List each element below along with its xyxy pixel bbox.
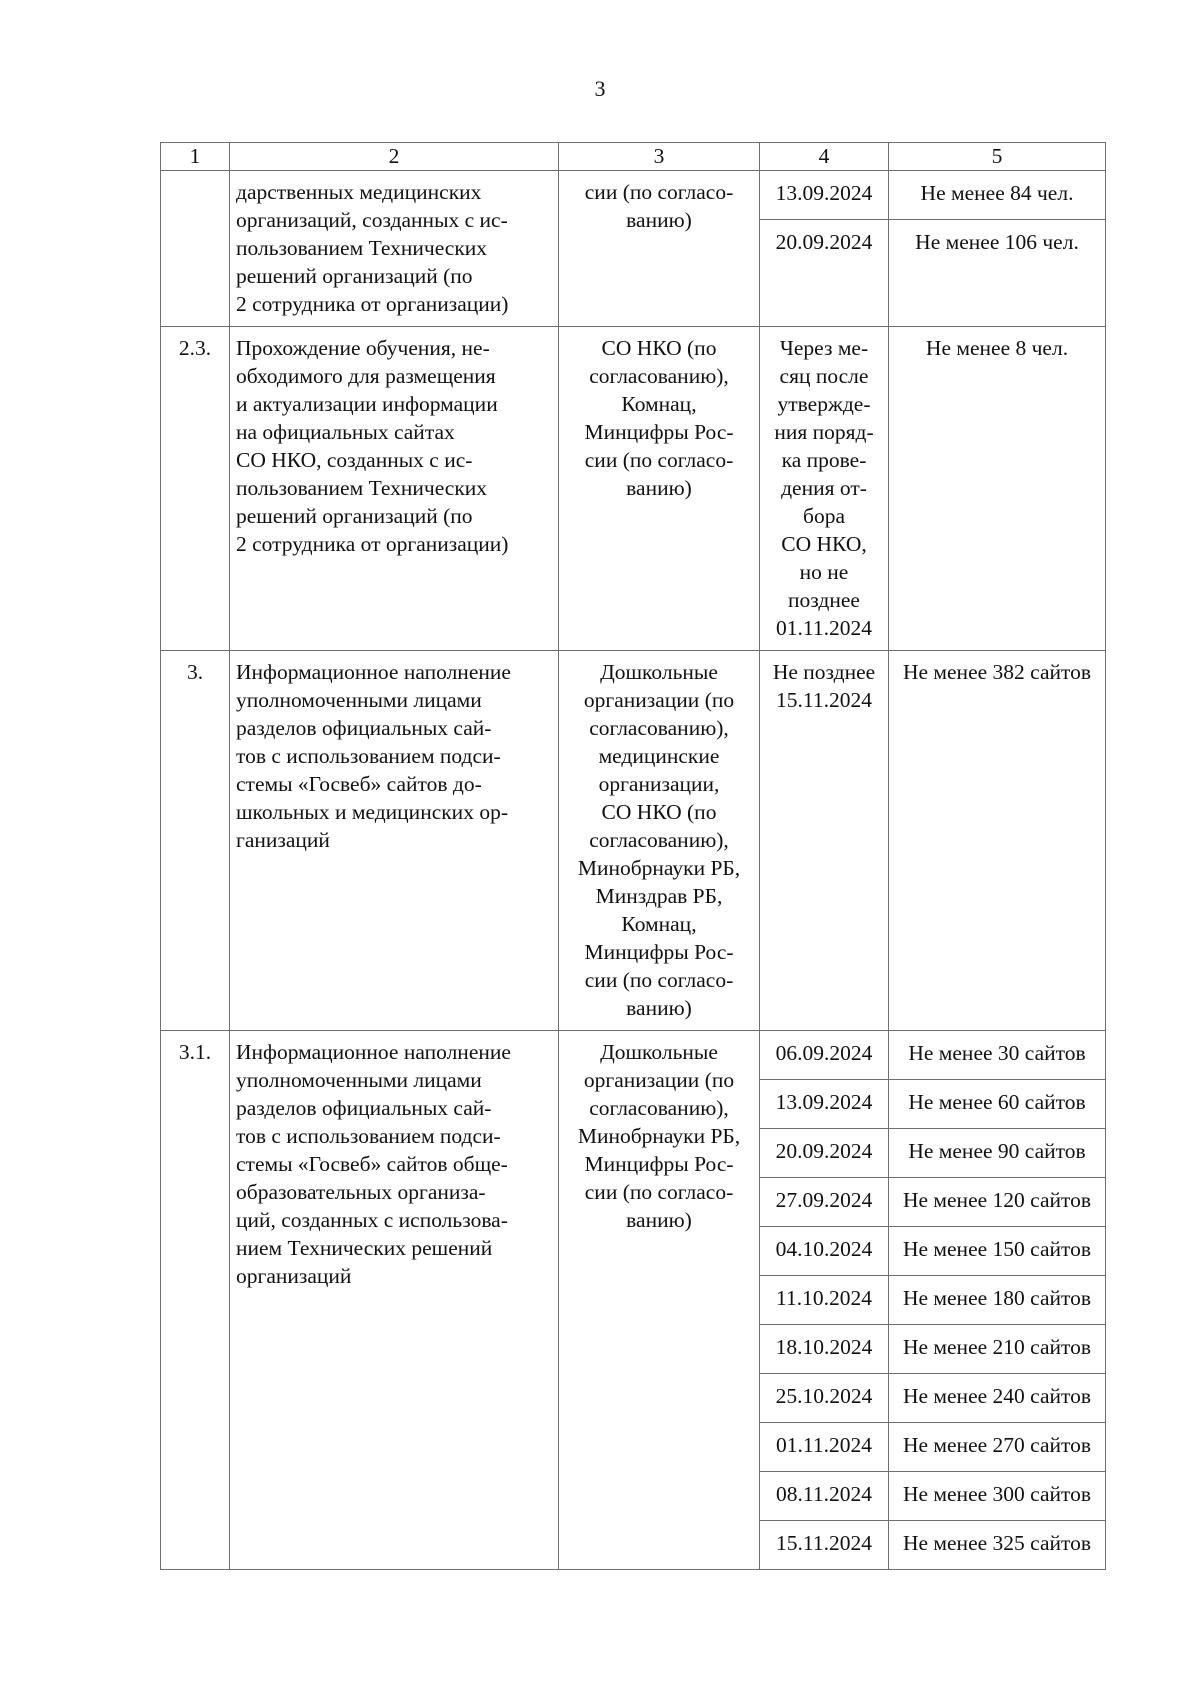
row-activity: Прохождение обучения, не- обходимого для размещения и актуализации информации на официальных сайтах СО НКО, созданных с ис- пользованием Технических решений организаций (по 2 сотрудника от организации) <box>230 327 559 651</box>
row-date: 04.10.2024 <box>760 1227 889 1276</box>
header-cell: 4 <box>760 143 889 171</box>
row-result: Не менее 150 сайтов <box>889 1227 1106 1276</box>
row-date: 08.11.2024 <box>760 1472 889 1521</box>
row-activity: Информационное наполнение уполномоченными лицами разделов официальных сай- тов с использованием подси- стемы «Госвеб» сайтов обще- образовательных организа- ций, созданных с использова- нием Технических решений организаций <box>230 1031 559 1570</box>
row-date: 20.09.2024 <box>760 1129 889 1178</box>
row-date: Не позднее 15.11.2024 <box>760 651 889 1031</box>
row-result: Не менее 30 сайтов <box>889 1031 1106 1080</box>
table-row <box>161 1031 1106 1080</box>
row-number: 3. <box>161 651 230 1031</box>
row-date: 27.09.2024 <box>760 1178 889 1227</box>
header-cell: 5 <box>889 143 1106 171</box>
row-result: Не менее 300 сайтов <box>889 1472 1106 1521</box>
row-result: Не менее 382 сайтов <box>889 651 1106 1031</box>
table-row <box>161 327 1106 651</box>
header-cell: 2 <box>230 143 559 171</box>
row-executor: Дошкольные организации (по согласованию), медицинские организации, СО НКО (по согласованию), Минобрнауки РБ, Минздрав РБ, Комнац, Минцифры Рос- сии (по согласо- ванию) <box>559 651 760 1031</box>
row-executor: Дошкольные организации (по согласованию), Минобрнауки РБ, Минцифры Рос- сии (по согласо- ванию) <box>559 1031 760 1570</box>
plan-table <box>160 142 1106 1570</box>
header-cell: 1 <box>161 143 230 171</box>
table-row <box>161 171 1106 220</box>
row-result: Не менее 106 чел. <box>889 220 1106 327</box>
row-date: 20.09.2024 <box>760 220 889 327</box>
row-date: 18.10.2024 <box>760 1325 889 1374</box>
row-result: Не менее 84 чел. <box>889 171 1106 220</box>
row-activity: Информационное наполнение уполномоченными лицами разделов официальных сай- тов с использованием подси- стемы «Госвеб» сайтов до- школьных и медицинских ор- ганизаций <box>230 651 559 1031</box>
row-date: 01.11.2024 <box>760 1423 889 1472</box>
row-result: Не менее 180 сайтов <box>889 1276 1106 1325</box>
row-result: Не менее 325 сайтов <box>889 1521 1106 1570</box>
table-row <box>161 651 1106 1031</box>
row-date: 13.09.2024 <box>760 171 889 220</box>
table-header-row <box>161 143 1106 171</box>
row-date: 15.11.2024 <box>760 1521 889 1570</box>
row-result: Не менее 60 сайтов <box>889 1080 1106 1129</box>
row-result: Не менее 8 чел. <box>889 327 1106 651</box>
page-number: 3 <box>594 76 606 101</box>
row-result: Не менее 270 сайтов <box>889 1423 1106 1472</box>
row-result: Не менее 210 сайтов <box>889 1325 1106 1374</box>
row-number: 3.1. <box>161 1031 230 1570</box>
row-date: 06.09.2024 <box>760 1031 889 1080</box>
row-date: 25.10.2024 <box>760 1374 889 1423</box>
row-date: 13.09.2024 <box>760 1080 889 1129</box>
row-result: Не менее 120 сайтов <box>889 1178 1106 1227</box>
row-activity: дарственных медицинских организаций, созданных с ис- пользованием Технических решений организаций (по 2 сотрудника от организации) <box>230 171 559 327</box>
row-result: Не менее 90 сайтов <box>889 1129 1106 1178</box>
row-date: Через ме- сяц после утвержде- ния поряд- ка прове- дения от- бора СО НКО, но не позднее 01.11.2024 <box>760 327 889 651</box>
row-date: 11.10.2024 <box>760 1276 889 1325</box>
row-executor: СО НКО (по согласованию), Комнац, Минцифры Рос- сии (по согласо- ванию) <box>559 327 760 651</box>
row-executor: сии (по согласо- ванию) <box>559 171 760 327</box>
row-result: Не менее 240 сайтов <box>889 1374 1106 1423</box>
row-number: 2.3. <box>161 327 230 651</box>
header-cell: 3 <box>559 143 760 171</box>
row-number <box>161 171 230 327</box>
